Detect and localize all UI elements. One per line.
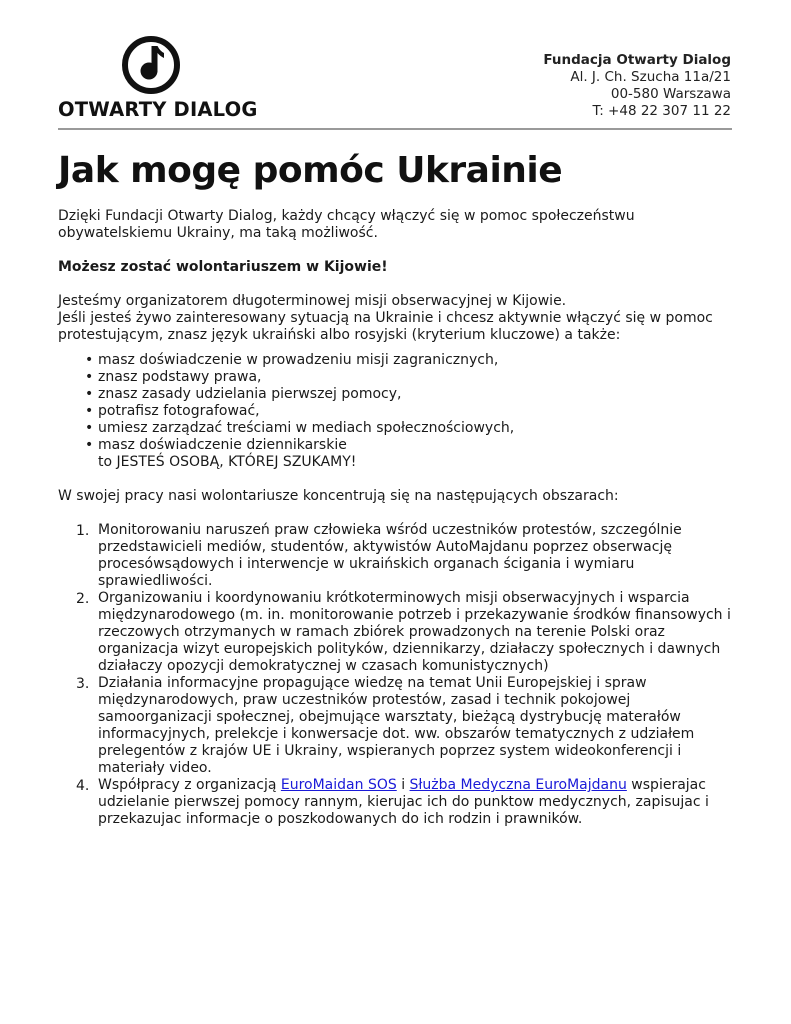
list-item: • umiesz zarządzać treściami w mediach społecznościowych, [98,420,738,437]
list-tail: to JESTEŚ OSOBĄ, KTÓREJ SZUKAMY! [98,454,357,470]
list-item [76,522,738,590]
sluzba-medyczna-link[interactable]: Służba Medyczna EuroMajdanu [409,777,627,793]
intro-paragraph: Dzięki Fundacji Otwarty Dialog, każdy chcący włączyć się w pomoc społeczeństwu obywatelskiemu Ukrainy, ma taką możliwość. [58,208,635,241]
list-number: 3. [76,676,90,692]
document-body [58,208,738,828]
list-item-text-middle: i [396,777,410,793]
list-number: 1. [76,523,90,539]
page-title: Jak mogę pomóc Ukrainie [58,150,563,191]
list-number: 4. [76,778,90,794]
org-name: Fundacja Otwarty Dialog [543,52,731,68]
logo-text: OTWARTY DIALOG [58,98,258,121]
list-item-text-after: wspierajac udzielanie pierwszej pomocy rannym, kierujac ich do punktow medycznych, zapisujac i przekazujac informacje o poszkodowanych do ich rodzin i prawników. [98,777,709,827]
list-item-text: Monitorowaniu naruszeń praw człowieka wśród uczestników protestów, szczególnie przedstawicieli mediów, studentów, aktywistów AutoMajdanu poprzez obserwację procesówsądowych i interwencje w ukraińskich organach ścigania i wymiaru sprawiedliwości. [98,522,682,589]
list-item: • znasz podstawy prawa, [98,369,738,386]
list-item [76,590,738,675]
volunteer-heading: Możesz zostać wolontariuszem w Kijowie! [58,259,388,275]
areas-intro: W swojej pracy nasi wolontariusze koncentrują się na następujących obszarach: [58,488,619,504]
header-divider [58,128,732,130]
org-city: 00-580 Warszawa [610,86,731,102]
list-item [76,777,738,828]
list-item: • znasz zasady udzielania pierwszej pomocy, [98,386,738,403]
list-item [76,675,738,777]
org-street: Al. J. Ch. Szucha 11a/21 [570,69,731,85]
list-item-text-before: Współpracy z organizacją [98,777,281,793]
mission-paragraph-line2: Jeśli jesteś żywo zainteresowany sytuacją na Ukrainie i chcesz aktywnie włączyć się w pomoc protestującym, znasz język ukraiński albo rosyjski (kryterium kluczowe) a także: [58,310,713,343]
otwarty-dialog-logo-icon [120,34,182,96]
skills-list [58,352,738,471]
organization-address [543,52,731,120]
list-number: 2. [76,591,90,607]
areas-list [58,522,738,828]
logo [58,34,258,124]
org-phone: T: +48 22 307 11 22 [592,103,731,119]
list-item: • potrafisz fotografować, [98,403,738,420]
list-item: • masz doświadczenie w prowadzeniu misji zagranicznych, [98,352,738,369]
list-item-text: Organizowaniu i koordynowaniu krótkoterminowych misji obserwacyjnych i wsparcia międzynarodowego (m. in. monitorowanie potrzeb i przekazywanie środków finansowych i rzeczowych otrzymanych w ramach zbiórek prowadzonych na terenie Polski oraz organizacja wizyt europejskich polityków, dziennikarzy, działaczy społecznych i dawnych działaczy opozycji demokratycznej w czasach komunistycznych) [98,590,731,674]
list-item-text: Działania informacyjne propagujące wiedzę na temat Unii Europejskiej i spraw międzynarodowych, praw uczestników protestów, zasad i technik pokojowej samoorganizacji społecznej, obejmujące warsztaty, bieżącą dystrybucję materałów informacyjnych, prelekcje i konwersacje dot. ww. obszarów tematycznych z udziałem prelegentów z krajów UE i Ukrainy, wspieranych poprzez system wideokonferencji i materiały video. [98,675,695,776]
list-item [98,437,738,471]
euromaidan-sos-link[interactable]: EuroMaidan SOS [280,777,397,793]
list-item-text: masz doświadczenie dziennikarskie [98,437,347,453]
mission-paragraph-line1: Jesteśmy organizatorem długoterminowej misji obserwacyjnej w Kijowie. [58,293,567,309]
